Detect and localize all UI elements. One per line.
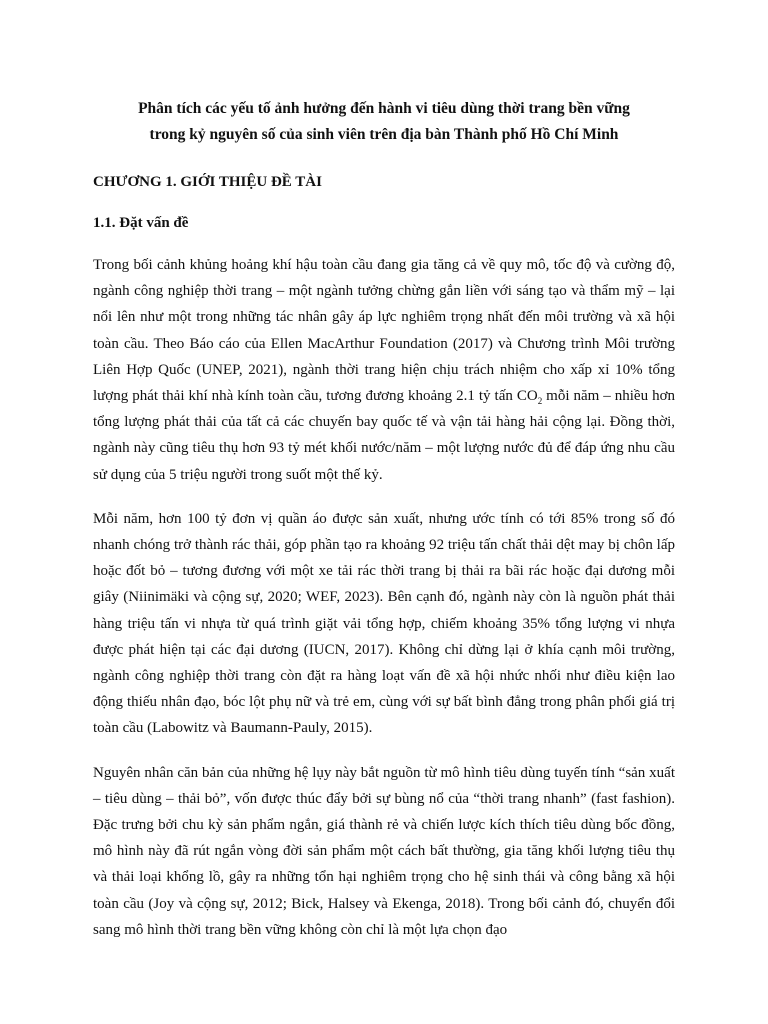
paragraph-1-text-before-subscript: Trong bối cảnh khủng hoảng khí hậu toàn cầu đang gia tăng cả về quy mô, tốc độ và cường độ, ngành công nghiệp thời trang – một ngành tưởng chừng gắn liền với sáng tạo và thẩm mỹ – lại nổi lên như một trong những tác nhân gây áp lực nghiêm trọng nhất đến môi trường và xã hội toàn cầu. Theo Báo cáo của Ellen MacArthur Foundation (2017) và Chương trình Môi trường Liên Hợp Quốc (UNEP, 2021), ngành thời trang hiện chịu trách nhiệm cho xấp xỉ 10% tổng lượng phát thải khí nhà kính toàn cầu, tương đương khoảng 2.1 tỷ tấn CO (93, 257, 675, 405)
paragraph-1-text-after-subscript: mỗi năm – nhiều hơn tổng lượng phát thải của tất cả các chuyến bay quốc tế và vận tải hàng hải cộng lại. Đồng thời, ngành này cũng tiêu thụ hơn 93 tỷ mét khối nước/năm – một lượng nước đủ để đáp ứng nhu cầu sử dụng của 5 triệu người trong suốt một thế kỷ. (93, 388, 676, 483)
co2-subscript: 2 (537, 396, 543, 407)
paragraph-1 (93, 252, 675, 488)
paragraph-2: Mỗi năm, hơn 100 tỷ đơn vị quần áo được sản xuất, nhưng ước tính có tới 85% trong số đó nhanh chóng trở thành rác thải, góp phần tạo ra khoảng 92 triệu tấn chất thải dệt may bị chôn lấp hoặc đốt bỏ – tương đương với một xe tải rác thời trang bị thải ra bãi rác hoặc đại dương mỗi giây (Niinimäki và cộng sự, 2020; WEF, 2023). Bên cạnh đó, ngành này còn là nguồn phát thải hàng triệu tấn vi nhựa từ quá trình giặt vải tổng hợp, chiếm khoảng 35% tổng lượng vi nhựa được phát hiện tại các đại dương (IUCN, 2017). Không chỉ dừng lại ở khía cạnh môi trường, ngành công nghiệp thời trang còn đặt ra hàng loạt vấn đề xã hội nhức nhối như điều kiện lao động thiếu nhân đạo, bóc lột phụ nữ và trẻ em, cùng với sự bất bình đẳng trong phân phối giá trị toàn cầu (Labowitz và Baumann-Pauly, 2015). (93, 510, 675, 737)
section-heading: 1.1. Đặt vấn đề (93, 215, 189, 231)
chapter-heading: CHƯƠNG 1. GIỚI THIỆU ĐỀ TÀI (93, 174, 322, 190)
document-body (93, 96, 675, 961)
paragraph-3: Nguyên nhân căn bản của những hệ lụy này bắt nguồn từ mô hình tiêu dùng tuyến tính “sản xuất – tiêu dùng – thải bỏ”, vốn được thúc đẩy bởi sự bùng nổ của “thời trang nhanh” (fast fashion). Đặc trưng bởi chu kỳ sản phẩm ngắn, giá thành rẻ và chiến lược kích thích tiêu dùng bốc đồng, mô hình này đã rút ngắn vòng đời sản phẩm một cách bất thường, gia tăng khối lượng tiêu thụ và thải loại khổng lồ, gây ra những tổn hại nghiêm trọng cho hệ sinh thái và công bằng xã hội toàn cầu (Joy và cộng sự, 2012; Bick, Halsey và Ekenga, 2018). Trong bối cảnh đó, chuyển đổi sang mô hình thời trang bền vững không còn chỉ là một lựa chọn đạo (93, 764, 675, 938)
document-title: Phân tích các yếu tố ảnh hưởng đến hành vi tiêu dùng thời trang bền vững trong kỷ nguyên số của sinh viên trên địa bàn Thành phố Hồ Chí Minh (138, 100, 630, 143)
